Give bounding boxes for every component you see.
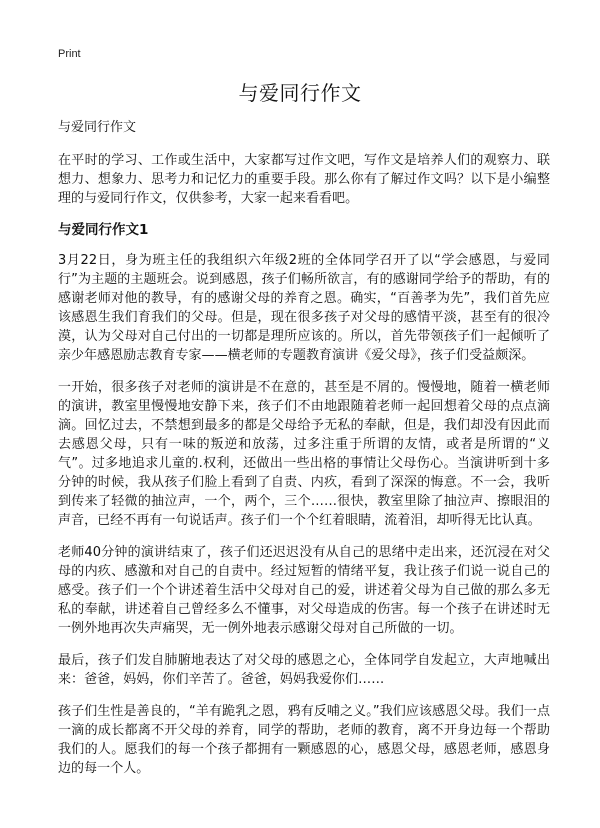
body-paragraph-5: 孩子们生性是善良的，“羊有跪乳之恩，鸦有反哺之义。”我们应该感恩父母。我们一点一滴的成长都离不开父母的养育，同学的帮助，老师的教育，离不开身边每一个帮助我们的人。愿我们的每一个孩子都拥有一颗感恩的心，感恩父母，感恩老师，感恩身边的每一个人。 bbox=[58, 704, 550, 776]
print-link[interactable]: Print bbox=[58, 48, 81, 60]
article-subtitle: 与爱同行作文 bbox=[58, 120, 137, 135]
page-title: 与爱同行作文 bbox=[238, 81, 362, 105]
intro-paragraph: 在平时的学习、工作或生活中，大家都写过作文吧，写作文是培养人们的观察力、联想力、想象力、思考力和记忆力的重要手段。那么你有了解过作文吗？以下是小编整理的与爱同行作文，仅供参考，大家一起来看看吧。 bbox=[58, 153, 550, 206]
body-paragraph-2: 一开始，很多孩子对老师的演讲是不在意的，甚至是不屑的。慢慢地，随着一横老师的演讲，教室里慢慢地安静下来，孩子们不由地跟随着老师一起回想着父母的点点滴滴。回忆过去，不禁想到最多的都是父母给予无私的奉献，但是，我们却没有因此而去感恩父母，只有一味的叛逆和放荡，过多注重于所谓的友情，或者是所谓的“义气”。过多地追求儿童的.权利，还做出一些出格的事情让父母伤心。当演讲听到十多分钟的时候，我从孩子们脸上看到了自责、内疚，看到了深深的悔意。不一会，我听到传来了轻微的抽泣声，一个，两个，三个……很快，教室里除了抽泣声、擦眼泪的声音，已经不再有一句说话声。孩子们一个个红着眼睛，流着泪，却听得无比认真。 bbox=[58, 380, 550, 528]
body-paragraph-4: 最后，孩子们发自肺腑地表达了对父母的感恩之心，全体同学自发起立，大声地喊出来：爸爸，妈妈，你们辛苦了。爸爸，妈妈我爱你们…… bbox=[58, 653, 550, 687]
body-paragraph-1: 3月22日，身为班主任的我组织六年级2班的全体同学召开了以“学会感恩，与爱同行”为主题的主题班会。说到感恩，孩子们畅所欲言，有的感谢同学给予的帮助，有的感谢老师对他的教导，有的感谢父母的养育之恩。确实，“百善孝为先”，我们首先应该感恩生我们育我们的父母。但是，现在很多孩子对父母的感情平淡，甚至有的很冷漠，认为父母对自己付出的一切都是理所应该的。所以，首先带领孩子们一起倾听了亲少年感恩励志教育专家——横老师的专题教育演讲《爱父母》，孩子们受益颇深。 bbox=[58, 253, 550, 363]
section-heading: 与爱同行作文1 bbox=[58, 222, 149, 238]
article-body bbox=[58, 119, 550, 791]
body-paragraph-3: 老师40分钟的演讲结束了，孩子们还迟迟没有从自己的思绪中走出来，还沉浸在对父母的内疚、感激和对自己的自责中。经过短暂的情绪平复，我让孩子们说一说自己的感受。孩子们一个个讲述着生活中父母对自己的爱，讲述着父母为自己做的那么多无私的奉献，讲述着自己曾经多么不懂事，对父母造成的伤害。每一个孩子在讲述时无一例外地再次失声痛哭，无一例外地表示感谢父母对自己所做的一切。 bbox=[58, 545, 550, 636]
